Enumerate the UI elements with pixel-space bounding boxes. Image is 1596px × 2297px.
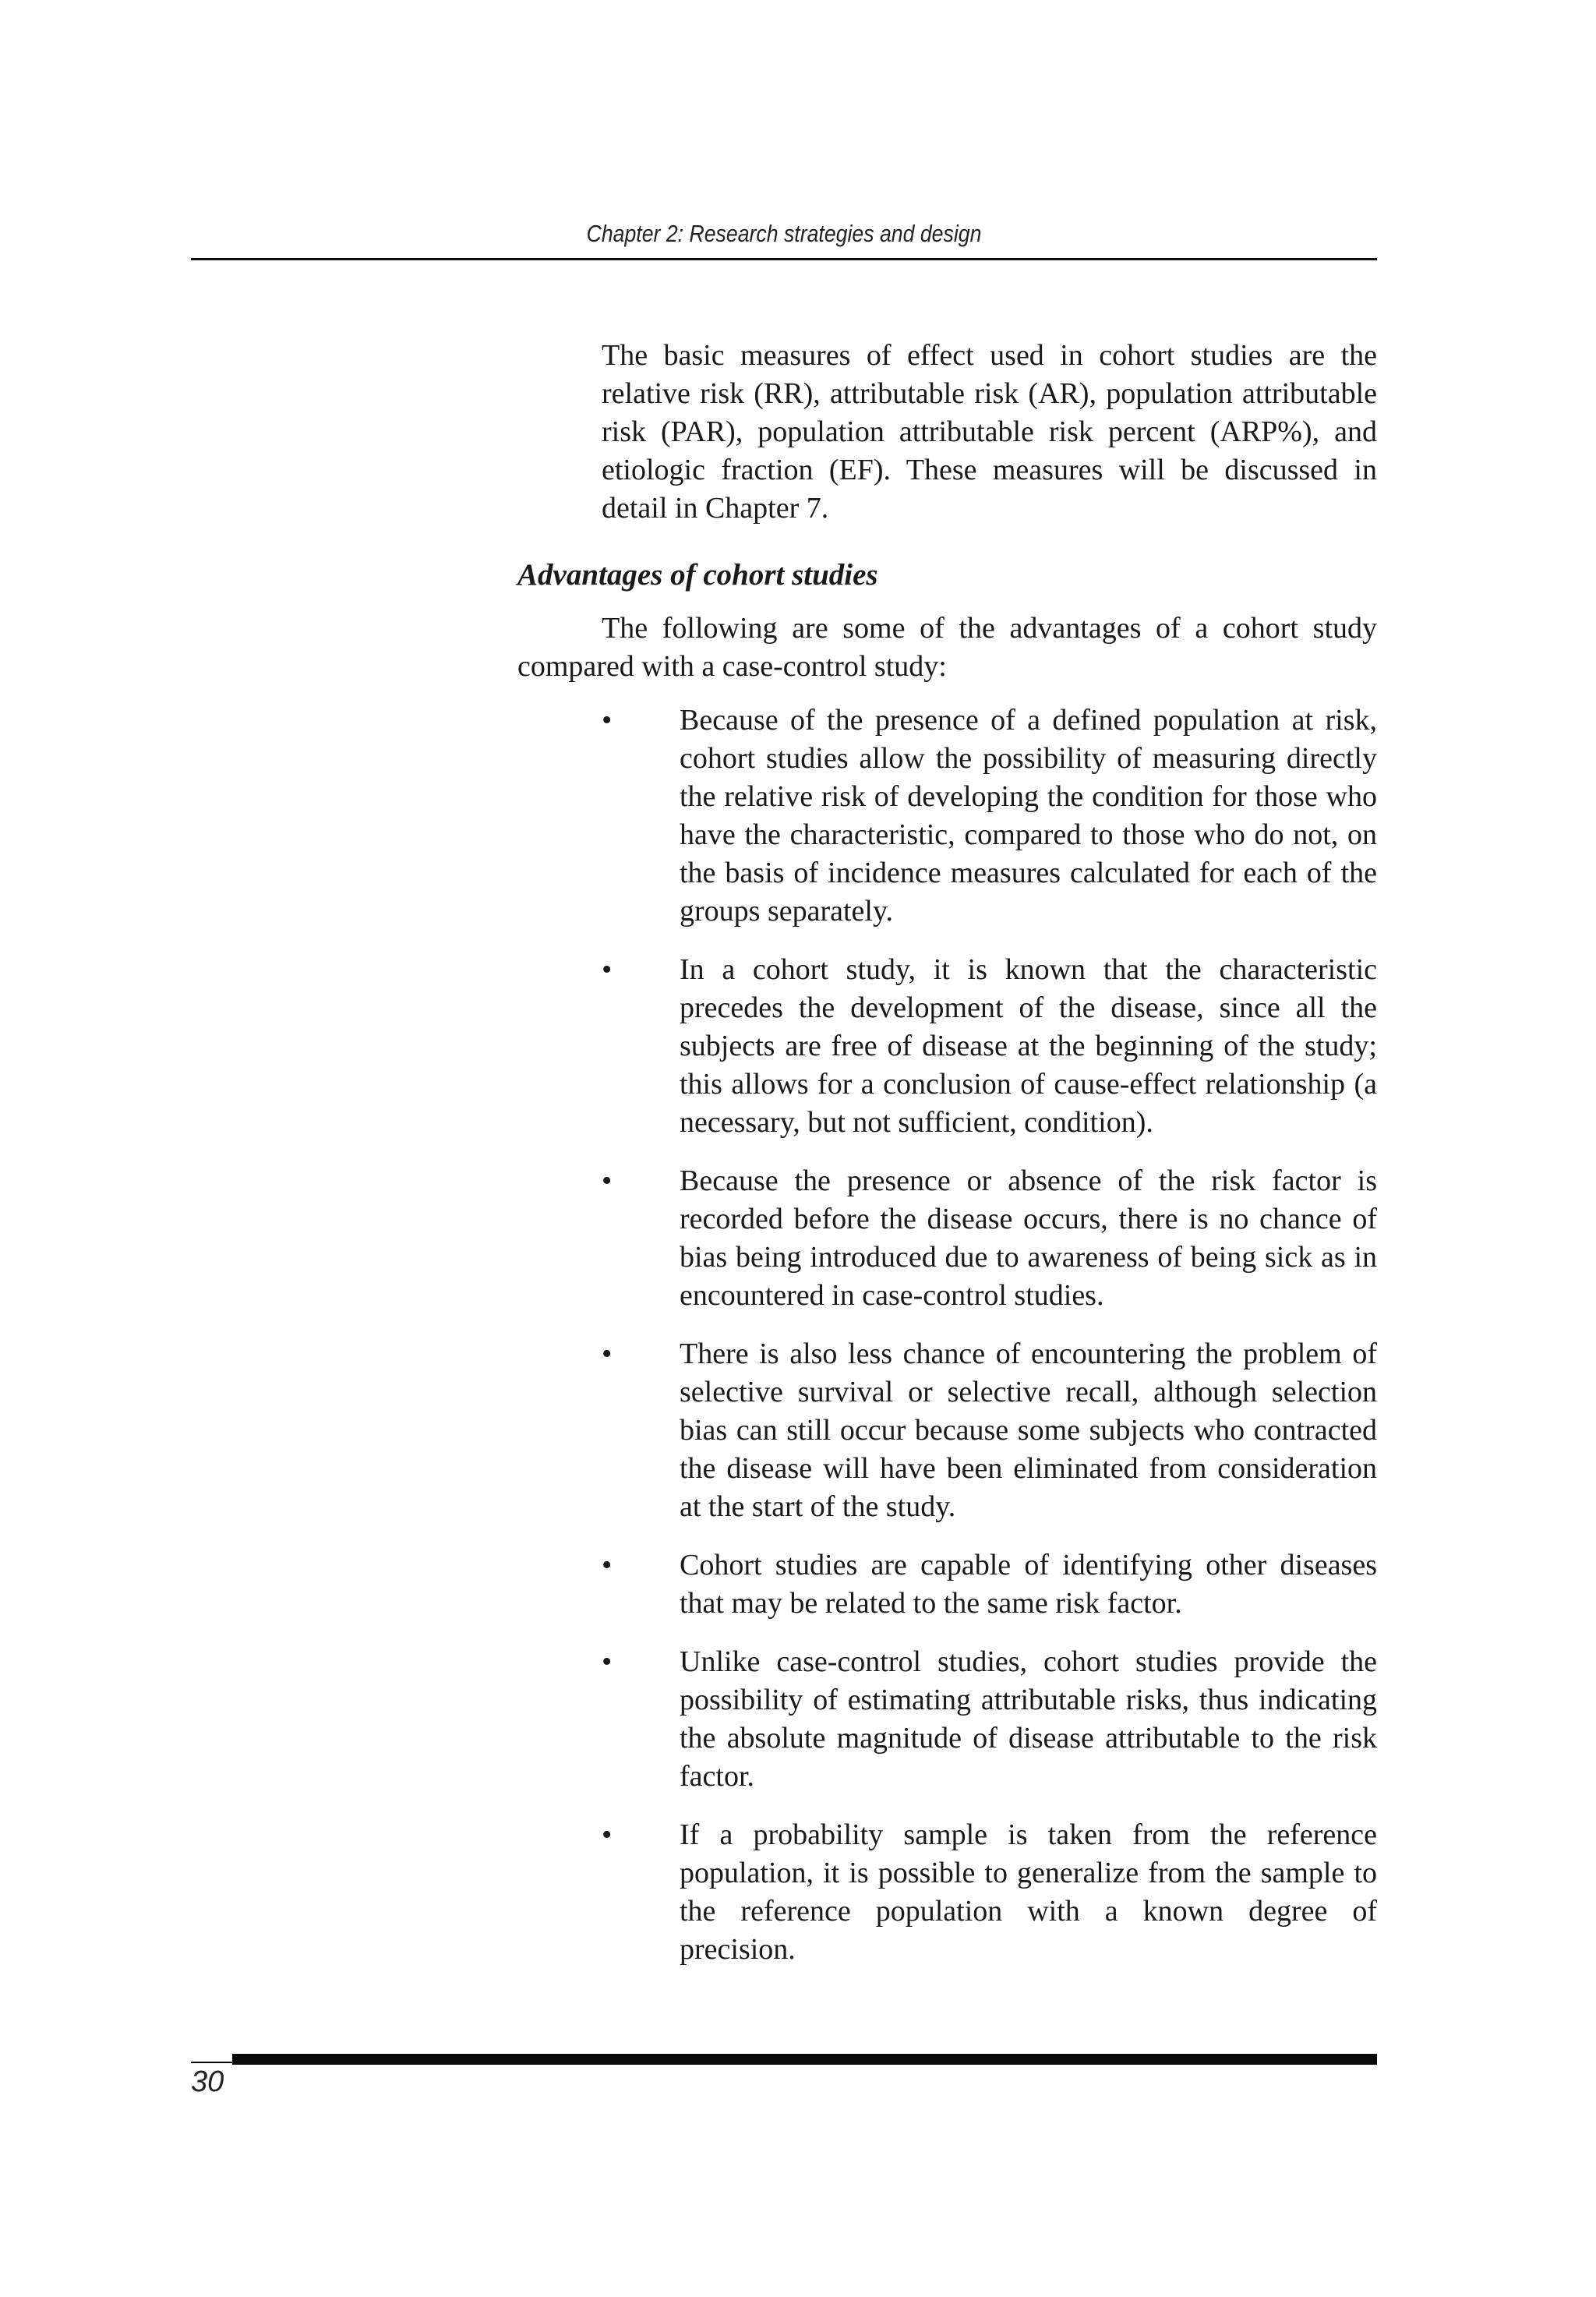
list-item [517,1546,1377,1623]
footer-rule [232,2054,1377,2065]
section-intro-paragraph: The following are some of the advantages of a cohort study compared with a case-control study: [517,612,1377,683]
page-number: 30 [191,2066,224,2098]
list-item [517,951,1377,1142]
footer-rule-extension [191,2062,238,2063]
bullet-icon: • [602,1164,613,1197]
bullet-icon: • [602,704,613,737]
list-item [517,701,1377,931]
running-header: Chapter 2: Research strategies and design [586,220,982,247]
section-heading: Advantages of cohort studies [517,558,878,592]
list-item [517,1643,1377,1796]
list-item-text: Unlike case-control studies, cohort studies provide the possibility of estimating attributable risks, thus indicating the absolute magnitude of disease attributable to the risk factor. [680,1645,1377,1793]
bullet-icon: • [602,1549,613,1581]
advantages-list [517,701,1377,1969]
list-item-text: Because of the presence of a defined population at risk, cohort studies allow the possibility of measuring directly the relative risk of developing the condition for those who have the characteristic, compared to those who do not, on the basis of incidence measures calculated for each of the groups separately. [680,704,1377,928]
list-item-text: In a cohort study, it is known that the characteristic precedes the development of the disease, since all the subjects are free of disease at the beginning of the study; this allows for a conclusion of cause-effect relationship (a necessary, but not sufficient, condition). [680,953,1377,1139]
header-rule [191,258,1377,260]
bullet-icon: • [602,1338,613,1370]
list-item-text: Cohort studies are capable of identifying other diseases that may be related to the same risk factor. [680,1549,1377,1620]
list-item [517,1816,1377,1969]
list-item-text: If a probability sample is taken from the reference population, it is possible to generalize from the sample to the reference population with a known degree of precision. [680,1818,1377,1966]
list-item-text: There is also less chance of encountering the problem of selective survival or selective recall, although selection bias can still occur because some subjects who contracted the disease will have been eliminated from consideration at the start of the study. [680,1338,1377,1523]
list-item-text: Because the presence or absence of the risk factor is recorded before the disease occurs, there is no chance of bias being introduced due to awareness of being sick as in encountered in case-control studies. [680,1164,1377,1312]
bullet-icon: • [602,953,613,986]
page-body [517,337,1377,1989]
list-item [517,1335,1377,1526]
list-item [517,1162,1377,1315]
bullet-icon: • [602,1645,613,1678]
intro-paragraph: The basic measures of effect used in cohort studies are the relative risk (RR), attributable risk (AR), population attributable risk (PAR), population attributable risk percent (ARP%), and etiologic fraction (EF). These measures will be discussed in detail in Chapter 7. [602,339,1377,525]
bullet-icon: • [602,1818,613,1851]
